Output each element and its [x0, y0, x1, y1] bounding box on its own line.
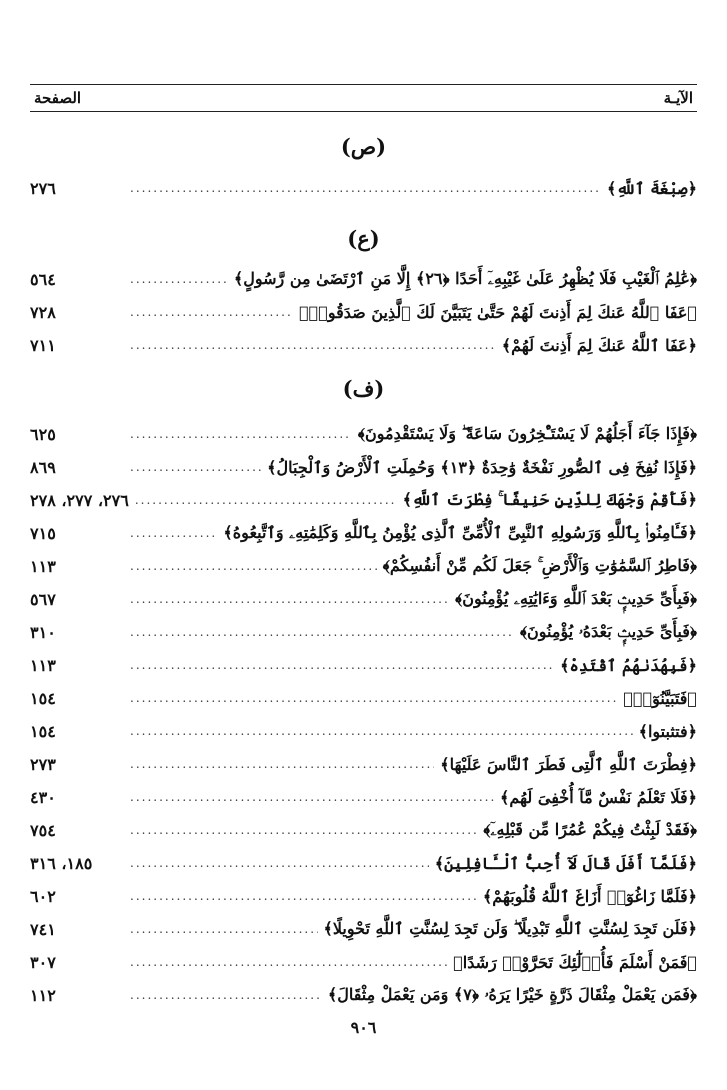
index-row [30, 329, 697, 361]
leader-dots [130, 757, 434, 771]
verse-text: ﴿عَفَا ٱللَّهُ عَنكَ لِمَ أَذِنتَ لَهُمْ﴾ [501, 335, 697, 355]
verse-text: ﴿صِبْغَةَ ٱللَّهِ﴾ [607, 178, 697, 198]
index-row [30, 418, 697, 450]
leader-dots [130, 691, 617, 705]
leader-dots [130, 305, 293, 319]
verse-text: ﴿فَبِأَىِّ حَدِيثٍۭ بَعْدَهُۥ يُؤْمِنُونَ﴾ [519, 622, 697, 641]
page-refs: ١١٣ [30, 556, 56, 576]
verse-text: ﴿فَلَمَّا زَاغُوٓا۟ أَزَاغَ ٱللَّهُ قُلُوبَهُمْ﴾ [482, 886, 697, 906]
index-page [30, 0, 697, 1090]
page-refs: ٢٧٦، ٢٧٧، ٢٧٨ [30, 490, 129, 510]
verse-text: ﴿فَبِهُدَىٰهُمُ ٱقْتَدِهْ﴾ [560, 655, 697, 675]
leader-dots [130, 427, 352, 441]
leader-dots [130, 823, 477, 837]
page-refs: ١٥٤ [30, 688, 56, 708]
index-row [30, 649, 697, 681]
index-row [30, 616, 697, 648]
index-row [30, 715, 697, 747]
verse-text: ﴿فَبِأَىِّ حَدِيثٍۭ بَعْدَ ٱللَّهِ وَءَايَٰتِهِۦ يُؤْمِنُونَ﴾ [455, 589, 697, 608]
page-refs: ٦٠٢ [30, 886, 56, 906]
page-refs: ٦٢٥ [30, 424, 56, 444]
index-row [30, 263, 697, 295]
page-refs: ٧٤١ [30, 919, 56, 939]
leader-dots [130, 460, 261, 474]
verse-text: ﴿فَتَبَيَّنُوٓا۟﴾ [623, 688, 697, 708]
leader-dots [130, 856, 429, 870]
verse-text: ﴿فتثبتوا﴾ [638, 721, 697, 741]
leader-dots [130, 658, 554, 672]
section-letter-ain: (ع) [347, 226, 380, 251]
page-refs: ٥٦٤ [30, 269, 56, 289]
index-row [30, 880, 697, 912]
page-refs: ٣٠٧ [30, 952, 56, 972]
leader-dots [130, 724, 633, 738]
verse-text: ﴿فَمَنْ أَسْلَمَ فَأُو۟لَٰٓئِكَ تَحَرَّوْا۟ رَشَدًا﴾ [453, 952, 697, 972]
page-refs: ١١٣ [30, 655, 56, 675]
verse-text: ﴿فَـَٔامِنُوا۟ بِٱللَّهِ وَرَسُولِهِ ٱلنَّبِىِّ ٱلْأُمِّىِّ ٱلَّذِى يُؤْمِنُ بِٱللَّهِ وَكَلِمَٰتِهِۦ وَٱتَّبِعُوهُ﴾ [223, 523, 697, 542]
section-letter-sad: (ص) [340, 134, 387, 159]
verse-text: ﴿فَإِذَا جَآءَ أَجَلُهُمْ لَا يَسْتَـْٔخِرُونَ سَاعَةً ۖ وَلَا يَسْتَقْدِمُونَ﴾ [357, 424, 697, 443]
index-row [30, 979, 697, 1011]
header-verse-label: الآيـة [663, 89, 693, 107]
verse-text: ﴿فَلَمَّآ أَفَلَ قَالَ لَآ أُحِبُّ ٱلْـَٔافِلِينَ﴾ [434, 853, 697, 873]
verse-text: ﴿فَإِذَا نُفِخَ فِى ٱلصُّورِ نَفْخَةٌ وَٰحِدَةٌ ﴿١٣﴾ وَحُمِلَتِ ٱلْأَرْضُ وَٱلْجِبَالُ﴾ [267, 457, 697, 477]
verse-text: ﴿فَمَن يَعْمَلْ مِثْقَالَ ذَرَّةٍ خَيْرًا يَرَهُۥ ﴿٧﴾ وَمَن يَعْمَلْ مِثْقَالَ﴾ [327, 985, 697, 1004]
verse-text: ﴿عَٰلِمُ ٱلْغَيْبِ فَلَا يُظْهِرُ عَلَىٰ غَيْبِهِۦٓ أَحَدًا ﴿٢٦﴾ إِلَّا مَنِ ٱرْتَضَىٰ مِن رَّسُولٍ﴾ [233, 269, 697, 288]
index-row [30, 748, 697, 780]
leader-dots [130, 181, 601, 195]
page-number: ٩٠٦ [350, 1018, 377, 1037]
index-row [30, 451, 697, 483]
leader-dots [130, 526, 217, 540]
leader-dots [130, 988, 322, 1002]
section-letter-fa: (ف) [342, 376, 385, 401]
page-refs: ٢٧٦ [30, 178, 56, 198]
verse-text: ﴿فَلَن تَجِدَ لِسُنَّتِ ٱللَّهِ تَبْدِيلًا ۖ وَلَن تَجِدَ لِسُنَّتِ ٱللَّهِ تَحْوِيلًا﴾ [323, 919, 697, 938]
index-row [30, 296, 697, 328]
page-refs: ١١٢ [30, 985, 56, 1005]
page-refs: ٣١٠ [30, 622, 56, 642]
leader-dots [130, 889, 477, 903]
index-row [30, 682, 697, 714]
table-header [30, 84, 697, 112]
index-row [30, 847, 697, 879]
verse-text: ﴿فِطْرَتَ ٱللَّهِ ٱلَّتِى فَطَرَ ٱلنَّاسَ عَلَيْهَا﴾ [440, 754, 697, 774]
index-row [30, 946, 697, 978]
leader-dots [130, 559, 377, 573]
index-row [30, 583, 697, 615]
index-row [30, 814, 697, 846]
index-row [30, 550, 697, 582]
verse-text: ﴿فَأَقِمْ وَجْهَكَ لِلدِّينِ حَنِيفًا ۚ فِطْرَتَ ٱللَّهِ﴾ [402, 490, 697, 509]
page-refs: ١٨٥، ٣١٦ [30, 853, 93, 873]
leader-dots [130, 592, 449, 606]
verse-text: ﴿فَقَدْ لَبِثْتُ فِيكُمْ عُمُرًا مِّن قَبْلِهِۦٓ﴾ [483, 820, 697, 839]
page-refs: ٥٦٧ [30, 589, 56, 609]
verse-text: ﴿فَاطِرُ ٱلسَّمَٰوَٰتِ وَٱلْأَرْضِ ۚ جَعَلَ لَكُم مِّنْ أَنفُسِكُمْ﴾ [382, 556, 697, 575]
page-refs: ٧١٥ [30, 523, 56, 543]
page-refs: ١٥٤ [30, 721, 56, 741]
page-refs: ٢٧٣ [30, 754, 56, 774]
index-row [30, 484, 697, 516]
page-refs: ٨٦٩ [30, 457, 56, 477]
index-row [30, 172, 697, 204]
index-row [30, 517, 697, 549]
leader-dots [130, 790, 494, 804]
verse-text: ﴿عَفَا ٱللَّهُ عَنكَ لِمَ أَذِنتَ لَهُمْ حَتَّىٰ يَتَبَيَّنَ لَكَ ٱلَّذِينَ صَدَقُوا۟﴾ [299, 302, 697, 322]
page-refs: ٤٣٠ [30, 787, 56, 807]
header-page-label: الصفحة [34, 89, 82, 107]
leader-dots [130, 955, 447, 969]
leader-dots [135, 493, 397, 507]
verse-text: ﴿فَلَا تَعْلَمُ نَفْسٌ مَّآ أُخْفِىَ لَهُم﴾ [500, 787, 697, 807]
page-refs: ٧٢٨ [30, 302, 56, 322]
index-row [30, 913, 697, 945]
leader-dots [130, 272, 228, 286]
leader-dots [130, 625, 514, 639]
leader-dots [130, 922, 318, 936]
page-refs: ٧١١ [30, 335, 56, 355]
leader-dots [130, 338, 496, 352]
index-row [30, 781, 697, 813]
page-refs: ٧٥٤ [30, 820, 56, 840]
